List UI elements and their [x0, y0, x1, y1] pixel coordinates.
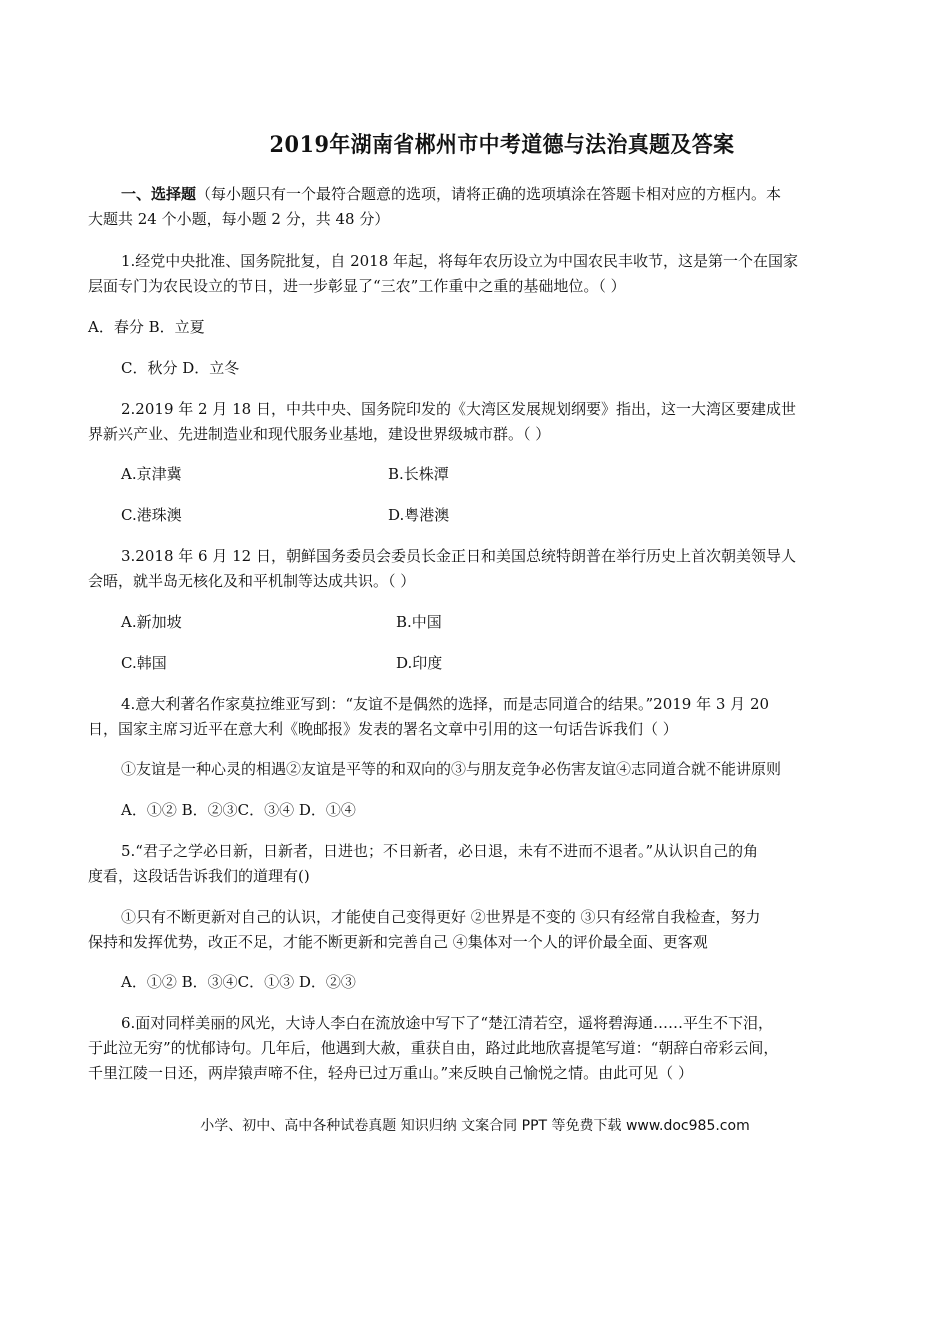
q5-statements-line-2: 保持和发挥优势，改正不足，才能不断更新和完善自己 ④集体对一个人的评价最全面、更客观: [88, 933, 708, 951]
q2-option-a: A.京津冀: [121, 465, 182, 483]
q5-stem-line-1: 5.“君子之学必日新，日新者，日进也；不日新者，必日退，未有不进而不退者。”从认识自己的角: [121, 842, 759, 860]
page-title: 2019年湖南省郴州市中考道德与法治真题及答案: [269, 132, 735, 158]
q2-option-b: B.长株潭: [388, 465, 449, 483]
q6-stem-line-2: 于此泣无穷”的忧郁诗句。几年后，他遇到大赦，重获自由，路过此地欣喜提笔写道：“朝辞白帝彩云间，: [88, 1039, 779, 1057]
q1-stem-line-2: 层面专门为农民设立的节日，进一步彰显了“三农”工作重中之重的基础地位。（ ）: [88, 277, 626, 295]
q5-statements-line-1: ①只有不断更新对自己的认识，才能使自己变得更好 ②世界是不变的 ③只有经常自我检查，努力: [121, 908, 761, 926]
q4-statements: ①友谊是一种心灵的相遇②友谊是平等的和双向的③与朋友竞争必伤害友谊④志同道合就不能讲原则: [121, 760, 782, 778]
q4-options: A．①② B．②③C．③④ D．①④: [121, 801, 356, 819]
q2-stem-line-1: 2.2019 年 2 月 18 日，中共中央、国务院印发的《大湾区发展规划纲要》指出，这一大湾区要建成世: [121, 400, 796, 418]
section-instruction-2: 大题共 24 个小题，每小题 2 分，共 48 分）: [88, 210, 390, 228]
q4-stem-line-2: 日，国家主席习近平在意大利《晚邮报》发表的署名文章中引用的这一句话告诉我们（ ）: [88, 720, 678, 738]
q3-option-b: B.中国: [396, 613, 442, 631]
q2-option-d: D.粤港澳: [388, 506, 450, 524]
q5-options: A．①② B．③④C．①③ D．②③: [121, 973, 356, 991]
q2-stem-line-2: 界新兴产业、先进制造业和现代服务业基地，建设世界级城市群。（ ）: [88, 425, 551, 443]
section-heading: 一、选择题: [121, 185, 197, 203]
q1-options-cd: C．秋分 D．立冬: [121, 359, 240, 377]
q6-stem-line-1: 6.面对同样美丽的风光，大诗人李白在流放途中写下了“楚江清若空，遥将碧海通……平生不下泪，: [121, 1014, 773, 1032]
q4-stem-line-1: 4.意大利著名作家莫拉维亚写到：“友谊不是偶然的选择，而是志同道合的结果。”2019 年 3 月 20: [121, 695, 770, 713]
q6-stem-line-3: 千里江陵一日还，两岸猿声啼不住，轻舟已过万重山。”来反映自己愉悦之情。由此可见（ ）: [88, 1064, 693, 1082]
q3-option-d: D.印度: [396, 654, 443, 672]
q1-options-ab: A．春分 B．立夏: [88, 318, 205, 336]
q3-option-a: A.新加坡: [121, 613, 182, 631]
q3-stem-line-1: 3.2018 年 6 月 12 日，朝鲜国务委员会委员长金正日和美国总统特朗普在举行历史上首次朝美领导人: [121, 547, 796, 565]
q2-option-c: C.港珠澳: [121, 506, 182, 524]
q3-option-c: C.韩国: [121, 654, 167, 672]
q5-stem-line-2: 度看，这段话告诉我们的道理有(): [88, 867, 310, 885]
section-heading-line: [121, 183, 781, 205]
page-footer: 小学、初中、高中各种试卷真题 知识归纳 文案合同 PPT 等免费下载 www.doc985.com: [200, 1118, 750, 1134]
q3-stem-line-2: 会晤，就半岛无核化及和平机制等达成共识。（ ）: [88, 572, 416, 590]
section-instruction-1: （每小题只有一个最符合题意的选项，请将正确的选项填涂在答题卡相对应的方框内。本: [196, 185, 782, 203]
q1-stem-line-1: 1.经党中央批准、国务院批复，自 2018 年起，将每年农历设立为中国农民丰收节，这是第一个在国家: [121, 252, 799, 270]
